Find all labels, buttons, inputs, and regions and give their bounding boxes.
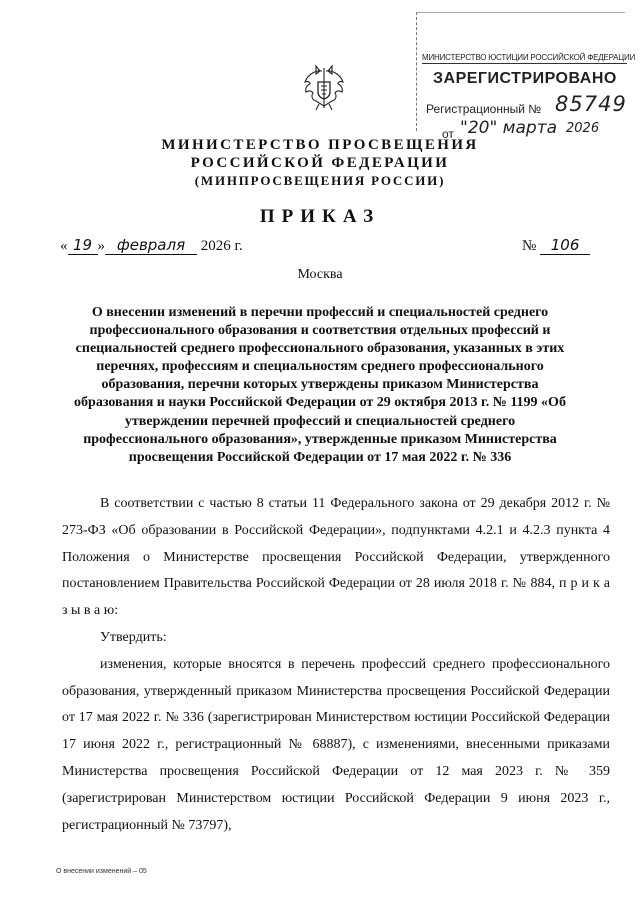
stamp-date-year: 2026 — [566, 121, 600, 136]
body-paragraph-1: В соответствии с частью 8 статьи 11 Федерального закона от 29 декабря 2012 г. № 273-ФЗ «Об образовании в Российской Федерации», подпунктами 4.2.1 и 4.2.3 пункта 4 Положения о Министерстве просвещения Российской Федерации, утвержденного постановлением Правительства Российской Федерации от 28 июля 2018 г. № 884, п р и к а з ы в а ю: — [62, 496, 610, 619]
order-number — [522, 236, 590, 255]
ministry-name: МИНИСТЕРСТВО ПРОСВЕЩЕНИЯ РОССИЙСКОЙ ФЕДЕРАЦИИ — [161, 137, 479, 171]
body-paragraph-2: Утвердить: — [100, 629, 167, 645]
stamp-regnum-value: 85749 — [555, 92, 627, 116]
stamp-ministry: МИНИСТЕРСТВО ЮСТИЦИИ РОССИЙСКОЙ ФЕДЕРАЦИИ — [422, 53, 636, 62]
footer-note: О внесении изменений – 05 — [56, 868, 147, 875]
order-month: февраля — [105, 236, 197, 255]
body-paragraph-3: изменения, которые вносятся в перечень профессий среднего профессионального образования, утвержденный приказом Министерства просвещения Российской Федерации от 17 мая 2022 г. № 336 (зарегистрирован Министерством юстиции Российской Федерации 17 июня 2022 г., регистрационный № 68887), с изменениями, внесенными приказами Министерства просвещения Российской Федерации от 12 мая 2023 г. № 359 (зарегистрирован Министерством юстиции Российской Федерации 9 июня 2023 г., регистрационный № 73797), — [62, 656, 610, 833]
quote-close: » — [97, 238, 105, 254]
city: Москва — [297, 267, 343, 282]
coat-of-arms-emblem — [302, 62, 346, 114]
stamp-regnum-label: Регистрационный № — [426, 102, 542, 116]
order-number-label: № — [522, 238, 537, 254]
quote-open: « — [60, 238, 68, 254]
order-day: 19 — [68, 236, 98, 255]
ministry-short-name: (МИНПРОСВЕЩЕНИЯ РОССИИ) — [194, 173, 446, 188]
stamp-registered: ЗАРЕГИСТРИРОВАНО — [433, 70, 617, 87]
stamp-date-value: "20" марта — [460, 118, 558, 138]
stamp-date-label: от — [442, 127, 454, 141]
order-year: 2026 г. — [200, 238, 243, 254]
order-date — [60, 236, 243, 255]
registration-stamp — [402, 6, 636, 141]
document-type: ПРИКАЗ — [259, 206, 381, 227]
order-number-value: 106 — [540, 236, 590, 255]
order-body — [62, 491, 610, 839]
order-title: О внесении изменений в перечни профессий и специальностей среднего профессионального образования и соответствия отдельных профессий и специальностей среднего профессионального образования, указанных в этих перечнях, профессиям и специальностям среднего профессионального образования, перечни которых утверждены приказом Министерства образования и науки Российской Федерации от 29 октября 2013 г. № 1199 «Об утверждении перечней профессий и специальностей среднего профессионального образования», утвержденные приказом Министерства просвещения Российской Федерации от 17 мая 2022 г. № 336 — [74, 305, 566, 465]
